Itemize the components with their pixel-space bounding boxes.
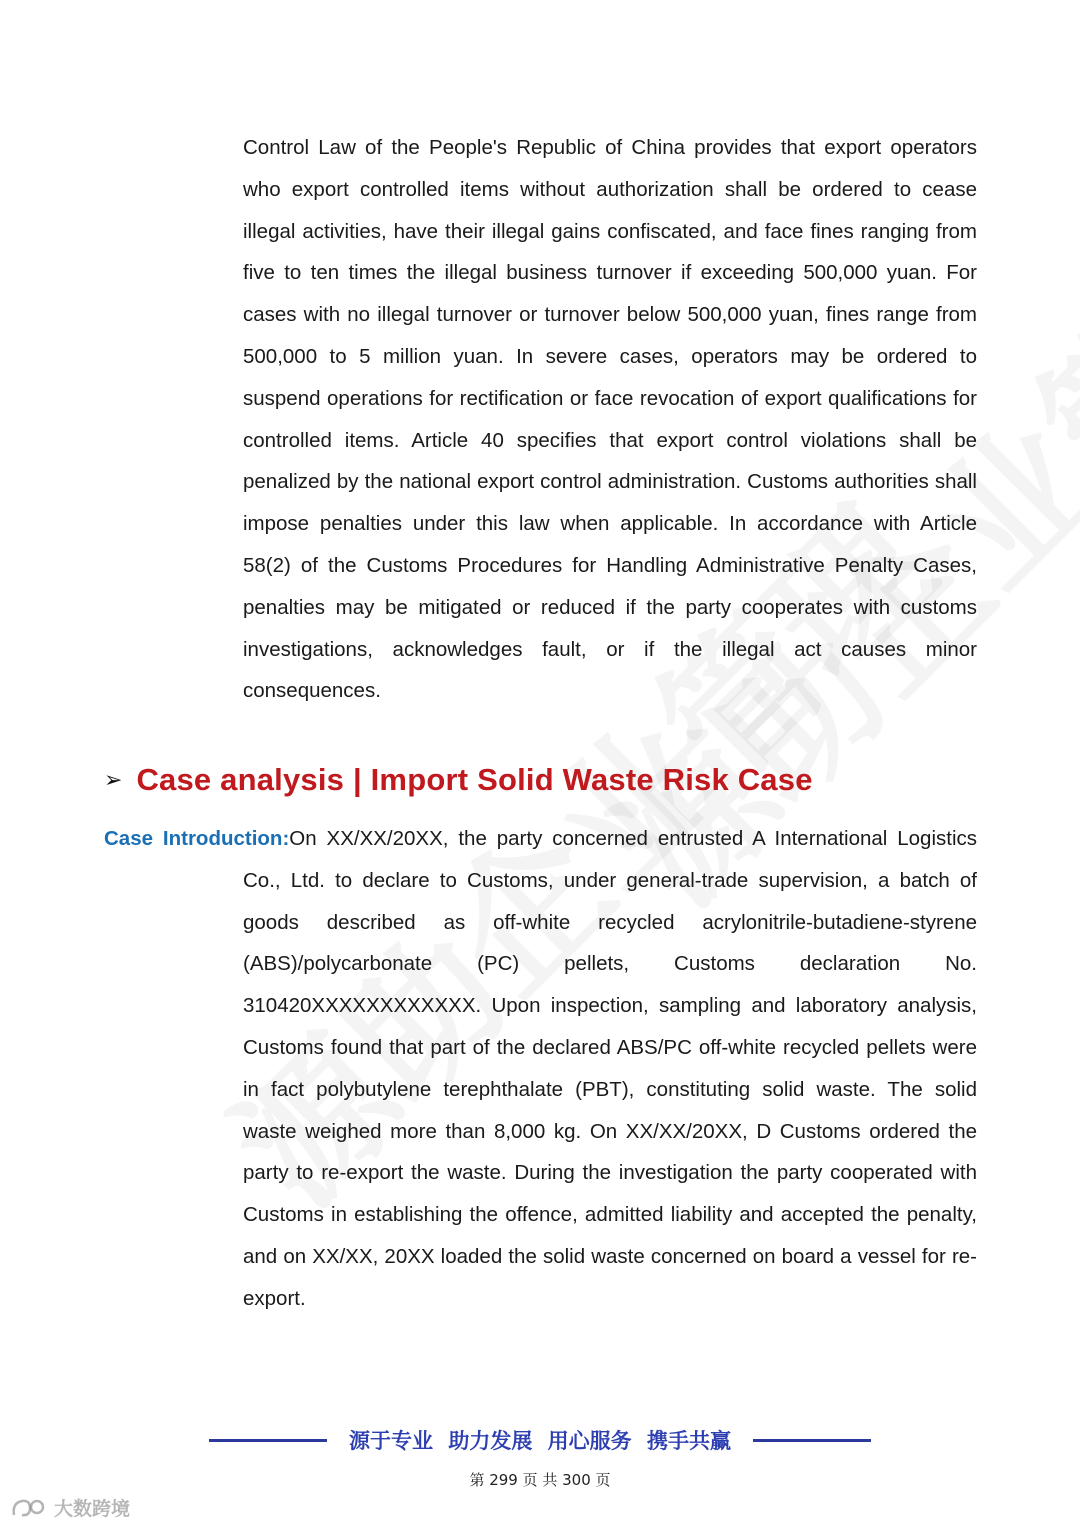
section-heading xyxy=(104,757,813,803)
brand-watermark xyxy=(10,1494,130,1521)
footer-slogan-bar xyxy=(0,1424,1080,1456)
case-introduction xyxy=(104,818,977,1320)
case-introduction-text: On XX/XX/20XX, the party concerned entrusted A International Logistics Co., Ltd. to declare to Customs, under general-trade supervision, a batch of goods described as off-white recycled acrylonitrile-butadiene-styrene (ABS)/polycarbonate (PC) pellets, Customs declaration No. 310420XXXXXXXXXXXX. Upon inspection, sampling and laboratory analysis, Customs found that part of the declared ABS/PC off-white recycled pellets were in fact polybutylene terephthalate (PBT), constituting solid waste. The solid waste weighed more than 8,000 kg. On XX/XX/20XX, D Customs ordered the party to re-export the waste. During the investigation the party cooperated with Customs in establishing the offence, admitted liability and accepted the penalty, and on XX/XX, 20XX loaded the solid waste concerned on board a vessel for re-export. xyxy=(243,827,977,1310)
section-heading-text: Case analysis | Import Solid Waste Risk Case xyxy=(136,762,813,797)
case-introduction-label: Case Introduction: xyxy=(104,827,290,850)
arrow-bullet-icon: ➢ xyxy=(104,767,123,792)
body-paragraph: Control Law of the People's Republic of China provides that export operators who export controlled items without authorization shall be ordered to cease illegal activities, have their illegal gains confiscated, and face fines ranging from five to ten times the illegal business turnover if exceeding 500,000 yuan. For cases with no illegal turnover or turnover below 500,000 yuan, fines range from 500,000 to 5 million yuan. In severe cases, operators may be ordered to suspend operations for rectification or face revocation of export qualifications for controlled items. Article 40 specifies that export control violations shall be penalized by the national export control administration. Customs authorities shall impose penalties under this law when applicable. In accordance with Article 58(2) of the Customs Procedures for Handling Administrative Penalty Cases, penalties may be mitigated or reduced if the party cooperates with customs investigations, acknowledges fault, or if the illegal act causes minor consequences. xyxy=(243,136,977,703)
brand-logo-icon xyxy=(10,1495,48,1521)
page-number: 第 299 页 共 300 页 xyxy=(469,1471,611,1489)
footer-right-rule xyxy=(753,1439,871,1442)
footer-slogan: 源于专业 助力发展 用心服务 携手共赢 xyxy=(349,1429,731,1453)
brand-name: 大数跨境 xyxy=(54,1498,131,1520)
footer-left-rule xyxy=(209,1439,327,1442)
